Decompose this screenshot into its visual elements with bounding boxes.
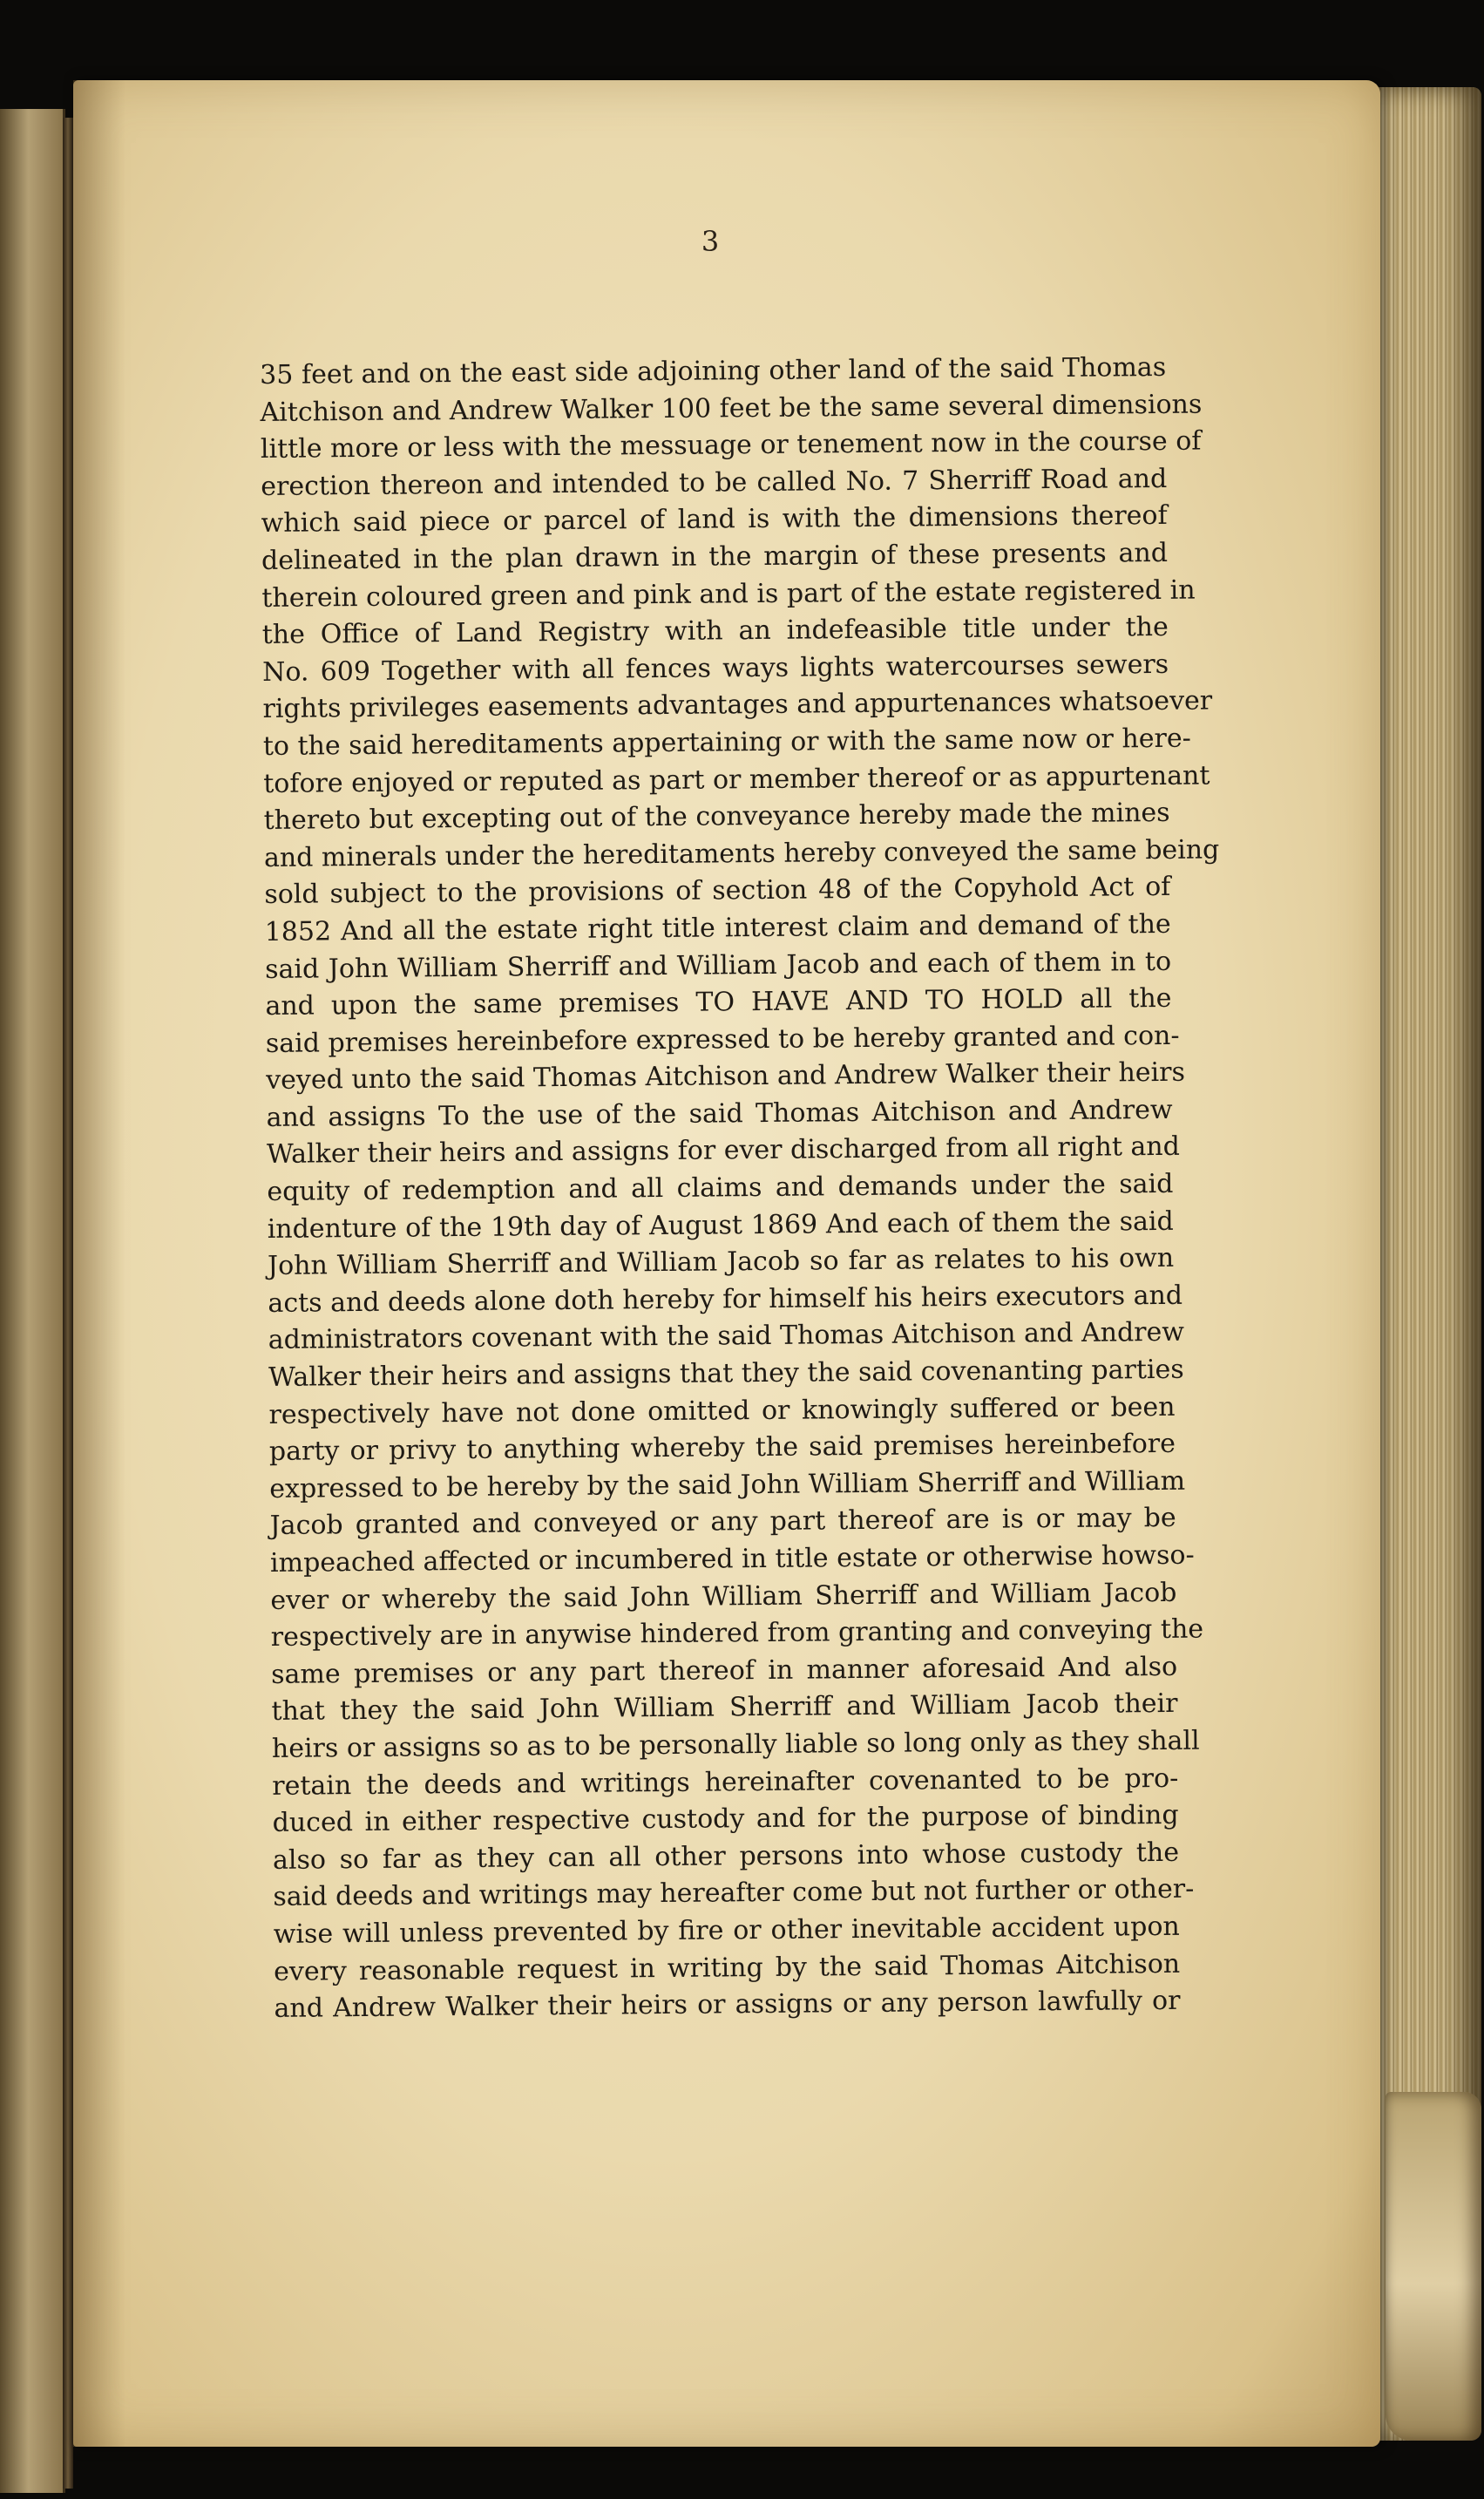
worn-page-corner — [1386, 2092, 1481, 2441]
text-line: and assigns To the use of the said Thomas Aitchison and Andrew — [266, 1094, 1173, 1133]
text-line: heirs or assigns so as to be personally liable so long only as they shall — [271, 1725, 1200, 1764]
text-line: said John William Sherriff and William Jacob and each of them in to — [264, 946, 1172, 985]
text-line: said deeds and writings may hereafter come but not further or other- — [273, 1874, 1195, 1913]
text-line: ever or whereby the said John William Sherriff and William Jacob — [270, 1577, 1177, 1616]
text-line: Walker their heirs and assigns that they the said covenanting parties — [268, 1354, 1184, 1393]
text-line: therein coloured green and pink and is part of the estate registered in — [261, 574, 1196, 614]
text-line: also so far as they can all other persons into whose custody the — [272, 1837, 1180, 1876]
text-line: 35 feet and on the east side adjoining other land of the said Thomas — [260, 351, 1167, 390]
text-line: impeached affected or incumbered in title estate or otherwise howso- — [269, 1539, 1195, 1579]
text-line: and minerals under the hereditaments hereby conveyed the same being — [263, 834, 1220, 873]
text-line: tofore enjoyed or reputed as part or member thereof or as appurtenant — [263, 760, 1210, 799]
text-line: thereto but excepting out of the conveyance hereby made the mines — [263, 798, 1170, 837]
text-line: No. 609 Together with all fences ways lights watercourses sewers — [261, 649, 1169, 688]
text-line: John William Sherriff and William Jacob so far as relates to his own — [267, 1243, 1175, 1282]
text-line: delineated in the plan drawn in the margin of these presents and — [261, 537, 1169, 576]
text-line: Walker their heirs and assigns for ever discharged from all right and — [266, 1131, 1181, 1171]
text-line: respectively have not done omitted or knowingly suffered or been — [268, 1391, 1176, 1430]
text-line: rights privileges easements advantages and appurtenances whatsoever — [262, 685, 1213, 725]
deed-body-text — [260, 350, 1220, 2028]
facing-page-edge — [0, 109, 65, 2493]
text-line: same premises or any part thereof in manner aforesaid And also — [271, 1651, 1178, 1690]
book-gutter — [63, 118, 73, 2489]
text-line: sold subject to the provisions of section 48 of the Copyhold Act of — [264, 872, 1171, 911]
text-line: wise will unless prevented by fire or other inevitable accident upon — [273, 1911, 1180, 1950]
text-line: and Andrew Walker their heirs or assigns or any person lawfully or — [274, 1985, 1181, 2025]
text-line: respectively are in anywise hindered from granting and conveying the — [270, 1613, 1204, 1654]
text-line: to the said hereditaments appertaining or with the same now or here- — [262, 723, 1191, 762]
text-line: that they the said John William Sherriff and William Jacob their — [271, 1688, 1178, 1728]
text-line: administrators covenant with the said Thomas Aitchison and Andrew — [268, 1317, 1185, 1356]
text-line: party or privy to anything whereby the said premises hereinbefore — [268, 1429, 1176, 1468]
text-line: and upon the same premises TO HAVE AND TO HOLD all the — [265, 982, 1172, 1022]
text-line: erection thereon and intended to be called No. 7 Sherriff Road and — [261, 463, 1168, 502]
text-line: Jacob granted and conveyed or any part thereof are is or may be — [269, 1503, 1176, 1542]
text-line: the Office of Land Registry with an indefeasible title under the — [261, 612, 1169, 651]
text-line: said premises hereinbefore expressed to be hereby granted and con- — [265, 1020, 1180, 1059]
text-line: every reasonable request in writing by the said Thomas Aitchison — [274, 1948, 1181, 1987]
text-line: retain the deeds and writings hereinafter covenanted to be pro- — [272, 1762, 1179, 1802]
text-line: 1852 And all the estate right title interest claim and demand of the — [264, 908, 1171, 947]
text-line: little more or less with the messuage or tenement now in the course of — [260, 425, 1202, 465]
text-line: veyed unto the said Thomas Aitchison and Andrew Walker their heirs — [266, 1057, 1186, 1097]
text-line: equity of redemption and all claims and demands under the said — [267, 1168, 1174, 1208]
text-line: indenture of the 19th day of August 1869 And each of them the said — [267, 1205, 1174, 1245]
text-line: expressed to be hereby by the said John William Sherriff and William — [269, 1465, 1186, 1504]
text-line: duced in either respective custody and for the purpose of binding — [272, 1800, 1179, 1839]
text-line: acts and deeds alone doth hereby for himself his heirs executors and — [268, 1280, 1183, 1319]
text-line: Aitchison and Andrew Walker 100 feet be the same several dimensions — [260, 389, 1203, 428]
page-number: 3 — [701, 225, 720, 258]
text-line: which said piece or parcel of land is with the dimensions thereof — [261, 500, 1168, 540]
